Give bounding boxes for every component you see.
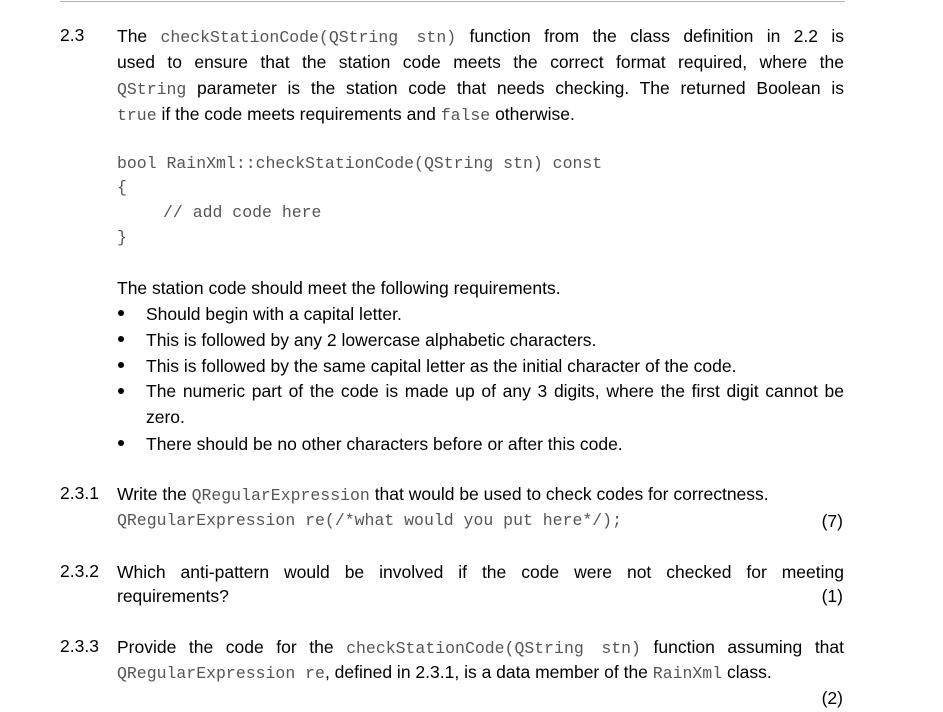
marks-label: (2) [821, 688, 843, 708]
bullet-icon [118, 440, 124, 446]
inline-code: QRegularExpression re [117, 664, 325, 683]
inline-code: QString [117, 80, 187, 99]
requirement-item: This is followed by the same capital letter as the initial character of the code. [146, 356, 737, 376]
requirement-item: There should be no other characters before or after this code. [146, 434, 623, 454]
section-number: 2.3 [60, 25, 85, 45]
intro-line-4: true if the code meets requirements and false otherwise. [117, 104, 575, 125]
question-number: 2.3.1 [60, 483, 99, 503]
code-line-signature: bool RainXml::checkStationCode(QString stn) const [117, 154, 603, 173]
question-2-3-3-line-2: QRegularExpression re, defined in 2.3.1, is a data member of the RainXml class. [117, 662, 772, 683]
intro-line-1: The checkStationCode(QString stn) function from the class definition in 2.2 is [117, 26, 844, 47]
requirement-item: The numeric part of the code is made up of any 3 digits, where the first digit cannot be zero. [146, 381, 844, 427]
code-line-comment: // add code here [163, 203, 322, 222]
question-2-3-3-line-1: Provide the code for the checkStationCode(QString stn) function assuming that [117, 637, 845, 658]
inline-code: false [440, 106, 491, 125]
bullet-icon [118, 362, 124, 368]
code-line-open-brace: { [117, 178, 127, 197]
inline-code: true [117, 106, 157, 125]
intro-line-2: used to ensure that the station code meets the correct format required, where the [117, 52, 844, 72]
requirement-item: This is followed by any 2 lowercase alphabetic characters. [146, 330, 597, 350]
top-rule [60, 1, 845, 2]
inline-code: RainXml [652, 664, 723, 683]
marks-label: (1) [821, 586, 843, 606]
intro-line-3: QString parameter is the station code that needs checking. The returned Boolean is [117, 78, 844, 99]
question-2-3-2-line-2: requirements? [117, 586, 229, 606]
code-line-close-brace: } [117, 228, 127, 247]
inline-code: checkStationCode(QString stn) [346, 639, 641, 658]
bullet-icon [118, 388, 124, 394]
question-number: 2.3.2 [60, 561, 99, 581]
requirement-item: Should begin with a capital letter. [146, 304, 402, 324]
bullet-icon [118, 336, 124, 342]
inline-code: QRegularExpression [191, 486, 370, 505]
question-2-3-2-line-1: Which anti-pattern would be involved if the code were not checked for meeting [117, 562, 844, 582]
question-2-3-1-text: Write the QRegularExpression that would be used to check codes for correctness. [117, 484, 769, 505]
question-number: 2.3.3 [60, 636, 99, 656]
inline-code: checkStationCode(QString stn) [160, 28, 457, 47]
requirements-heading: The station code should meet the following requirements. [117, 278, 561, 298]
bullet-icon [118, 310, 124, 316]
marks-label: (7) [821, 511, 843, 531]
question-2-3-1-code: QRegularExpression re(/*what would you put here*/); [117, 511, 622, 530]
